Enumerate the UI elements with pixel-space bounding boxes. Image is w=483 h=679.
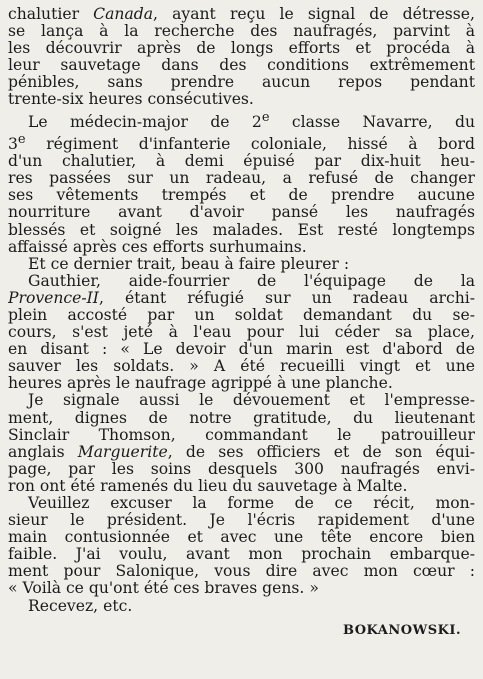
text-line: ment, dignes de notre gratitude, du lieutenant bbox=[8, 409, 475, 427]
text-line: ment pour Salonique, vous dire avec mon cœur : bbox=[8, 563, 475, 581]
text-line: Provence-II, étant réfugié sur un radeau archi- bbox=[8, 289, 475, 307]
text-line: 3e régiment d'infanterie coloniale, hissé à bord bbox=[8, 131, 475, 154]
text-line: Recevez, etc. bbox=[28, 597, 133, 615]
text-line: en disant : « Le devoir d'un marin est d'abord de bbox=[8, 341, 475, 359]
text-line: ron ont été ramenés du lieu du sauvetage à Malte. bbox=[8, 477, 408, 495]
text-line: « Voilà ce qu'ont été ces braves gens. » bbox=[8, 580, 319, 598]
text-line: Je signale aussi le dévouement et l'empresse- bbox=[28, 392, 475, 410]
text-line: main contusionnée et avec une tête encore bien bbox=[8, 529, 475, 547]
article-body bbox=[8, 6, 475, 615]
text-line: pénibles, sans prendre aucun repos pendant bbox=[8, 74, 475, 92]
text-line: plein accosté par un soldat demandant du se- bbox=[8, 306, 475, 324]
text-line: blessés et soigné les malades. Est resté longtemps bbox=[8, 221, 475, 239]
text-line: Le médecin-major de 2e classe Navarre, du bbox=[28, 109, 475, 131]
text-line: sieur le président. Je l'écris rapidement d'une bbox=[8, 512, 475, 530]
text-line: Gauthier, aide-fourrier de l'équipage de la bbox=[28, 272, 475, 290]
text-line: leur sauvetage dans des conditions extrêmement bbox=[8, 57, 475, 75]
text-line: les découvrir après de longs efforts et procéda à bbox=[8, 40, 475, 58]
text-line: cours, s'est jeté à l'eau pour lui céder sa place, bbox=[8, 324, 475, 342]
text-line: faible. J'ai voulu, avant mon prochain embarque- bbox=[8, 546, 475, 564]
text-line: ses vêtements trempés et de prendre aucune bbox=[8, 187, 475, 205]
text-line: se lança à la recherche des naufragés, parvint à bbox=[8, 23, 475, 41]
text-line: trente-six heures consécutives. bbox=[8, 91, 254, 109]
text-line: affaissé après ces efforts surhumains. bbox=[8, 238, 307, 256]
text-line: anglais Marguerite, de ses officiers et de son équi- bbox=[8, 443, 475, 461]
text-line: Et ce dernier trait, beau à faire pleurer : bbox=[28, 255, 350, 273]
text-line: nourriture avant d'avoir pansé les naufragés bbox=[8, 204, 475, 222]
text-line: heures après le naufrage agrippé à une planche. bbox=[8, 375, 393, 393]
signature: BOKANOWSKI. bbox=[342, 622, 461, 638]
text-line: page, par les soins desquels 300 naufragés envi- bbox=[8, 460, 475, 478]
text-line: chalutier Canada, ayant reçu le signal de détresse, bbox=[8, 6, 475, 23]
text-line: sauver les soldats. » A été recueilli vingt et une bbox=[8, 358, 475, 376]
text-line: Veuillez excuser la forme de ce récit, mon- bbox=[28, 495, 475, 512]
text-line: res passées sur un radeau, a refusé de changer bbox=[8, 170, 475, 188]
text-line: d'un chalutier, à demi épuisé par dix-huit heu- bbox=[8, 153, 475, 171]
text-line: Sinclair Thomson, commandant le patrouilleur bbox=[8, 426, 475, 444]
